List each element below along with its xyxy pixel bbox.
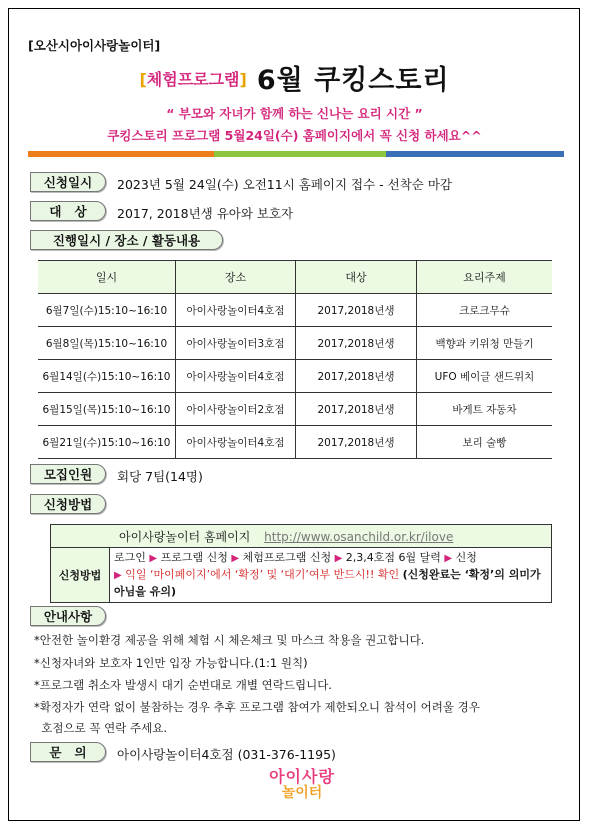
arrow-right-icon: ▶ (149, 553, 158, 564)
cell-place: 아이사랑놀이터4호점 (176, 360, 296, 393)
title-prefix-text: 체험프로그램 (146, 70, 240, 89)
cell-time: 6월7일(수)15:10~16:10 (38, 294, 176, 327)
arrow-right-icon: ▶ (231, 553, 240, 564)
cell-time: 6월14일(수)15:10~16:10 (38, 360, 176, 393)
table-row (38, 393, 552, 426)
col-header-place: 장소 (176, 261, 296, 294)
cell-place: 아이사랑놀이터2호점 (176, 393, 296, 426)
org-name: [오산시아이사랑놀이터] (28, 38, 161, 53)
color-bar-blue (386, 151, 564, 157)
title-prefix (139, 70, 246, 89)
method-label: 신청방법 (30, 494, 106, 514)
color-bar-orange (28, 151, 214, 157)
step-3: 체험프로그램 신청 (242, 551, 332, 564)
next-day-note: (신청완료는 ‘확정’의 의미가 아님을 유의) (114, 568, 541, 598)
step-1: 로그인 (114, 551, 146, 564)
step-2: 프로그램 신청 (160, 551, 228, 564)
contact-label: 문 의 (30, 742, 106, 762)
cell-place: 아이사랑놀이터3호점 (176, 327, 296, 360)
registration-label: 신청일시 (30, 172, 106, 192)
cell-target: 2017,2018년생 (296, 393, 417, 426)
arrow-right-icon: ▶ (334, 553, 343, 564)
guide-item: *확정자가 연락 없이 불참하는 경우 추후 프로그램 참여가 제한되오니 참석이 어려울 경우 (34, 700, 480, 714)
method-site-cell (51, 525, 552, 548)
notice-text: 쿠킹스토리 프로그램 5월24일(수) 홈페이지에서 꼭 신청 하세요^^ (107, 128, 482, 143)
table-row (38, 294, 552, 327)
guide-item: *안전한 놀이환경 제공을 위해 체험 시 체온체크 및 마스크 착용을 권고합니다. (34, 633, 425, 647)
logo-line1: 아이사랑 (269, 767, 335, 786)
cell-theme: UFO 베이글 샌드위치 (417, 360, 553, 393)
method-site-row (51, 525, 552, 548)
next-day-check: 익일 ‘마이페이지’에서 ‘확정’ 및 ‘대기’여부 반드시!! 확인 (125, 568, 400, 581)
guide-item: *신청자녀와 보호자 1인만 입장 가능합니다.(1:1 원칙) (34, 656, 308, 670)
title-main: 6월 쿠킹스토리 (256, 65, 450, 96)
cell-theme: 보리 술빵 (417, 426, 553, 459)
site-text: 아이사랑놀이터 홈페이지 (119, 529, 251, 544)
col-header-time: 일시 (38, 261, 176, 294)
arrow-right-icon: ▶ (114, 570, 122, 581)
bracket-close: ] (239, 70, 247, 89)
target-value: 2017, 2018년생 유아와 보호자 (117, 206, 294, 221)
cell-theme: 크로크무슈 (417, 294, 553, 327)
contact-value: 아이사랑놀이터4호점 (031-376-1195) (117, 747, 336, 762)
logo (252, 768, 352, 804)
method-table (50, 524, 552, 603)
quote-text: “ 부모와 자녀가 함께 하는 신나는 요리 시간 ” (166, 106, 423, 121)
bracket-open: [ (139, 70, 147, 89)
col-header-theme: 요리주제 (417, 261, 553, 294)
cell-target: 2017,2018년생 (296, 360, 417, 393)
method-row-label: 신청방법 (51, 548, 110, 603)
color-bar-green (214, 151, 386, 157)
recruit-value: 회당 7팀(14명) (117, 469, 203, 484)
guide-label: 안내사항 (30, 606, 106, 626)
page-title (0, 58, 589, 97)
cell-time: 6월8일(목)15:10~16:10 (38, 327, 176, 360)
homepage-link[interactable]: http://www.osanchild.or.kr/ilove (264, 529, 454, 544)
logo-line2: 놀이터 (281, 785, 323, 801)
guide-item: *프로그램 취소자 발생시 대기 순번대로 개별 연락드립니다. (34, 678, 332, 692)
guide-item: 호점으로 꼭 연락 주세요. (34, 721, 168, 735)
cell-theme: 백향과 키위청 만들기 (417, 327, 553, 360)
target-label: 대 상 (30, 201, 106, 221)
recruit-label: 모집인원 (30, 464, 106, 484)
cell-target: 2017,2018년생 (296, 294, 417, 327)
cell-target: 2017,2018년생 (296, 327, 417, 360)
registration-value: 2023년 5월 24일(수) 오전11시 홈페이지 접수 - 선착순 마감 (117, 177, 452, 192)
step-5: 신청 (455, 551, 477, 564)
method-steps-cell (110, 548, 552, 603)
schedule-label: 진행일시 / 장소 / 활동내용 (30, 230, 223, 250)
cell-target: 2017,2018년생 (296, 426, 417, 459)
cell-place: 아이사랑놀이터4호점 (176, 426, 296, 459)
arrow-right-icon: ▶ (444, 553, 453, 564)
method-steps-row (51, 548, 552, 603)
table-row (38, 360, 552, 393)
cell-place: 아이사랑놀이터4호점 (176, 294, 296, 327)
table-row (38, 327, 552, 360)
cell-time: 6월15일(목)15:10~16:10 (38, 393, 176, 426)
cell-time: 6월21일(수)15:10~16:10 (38, 426, 176, 459)
col-header-target: 대상 (296, 261, 417, 294)
table-row (38, 426, 552, 459)
schedule-table (38, 260, 552, 459)
cell-theme: 바게트 자동차 (417, 393, 553, 426)
step-4: 2,3,4호점 6월 달력 (345, 551, 441, 564)
schedule-header-row (38, 261, 552, 294)
